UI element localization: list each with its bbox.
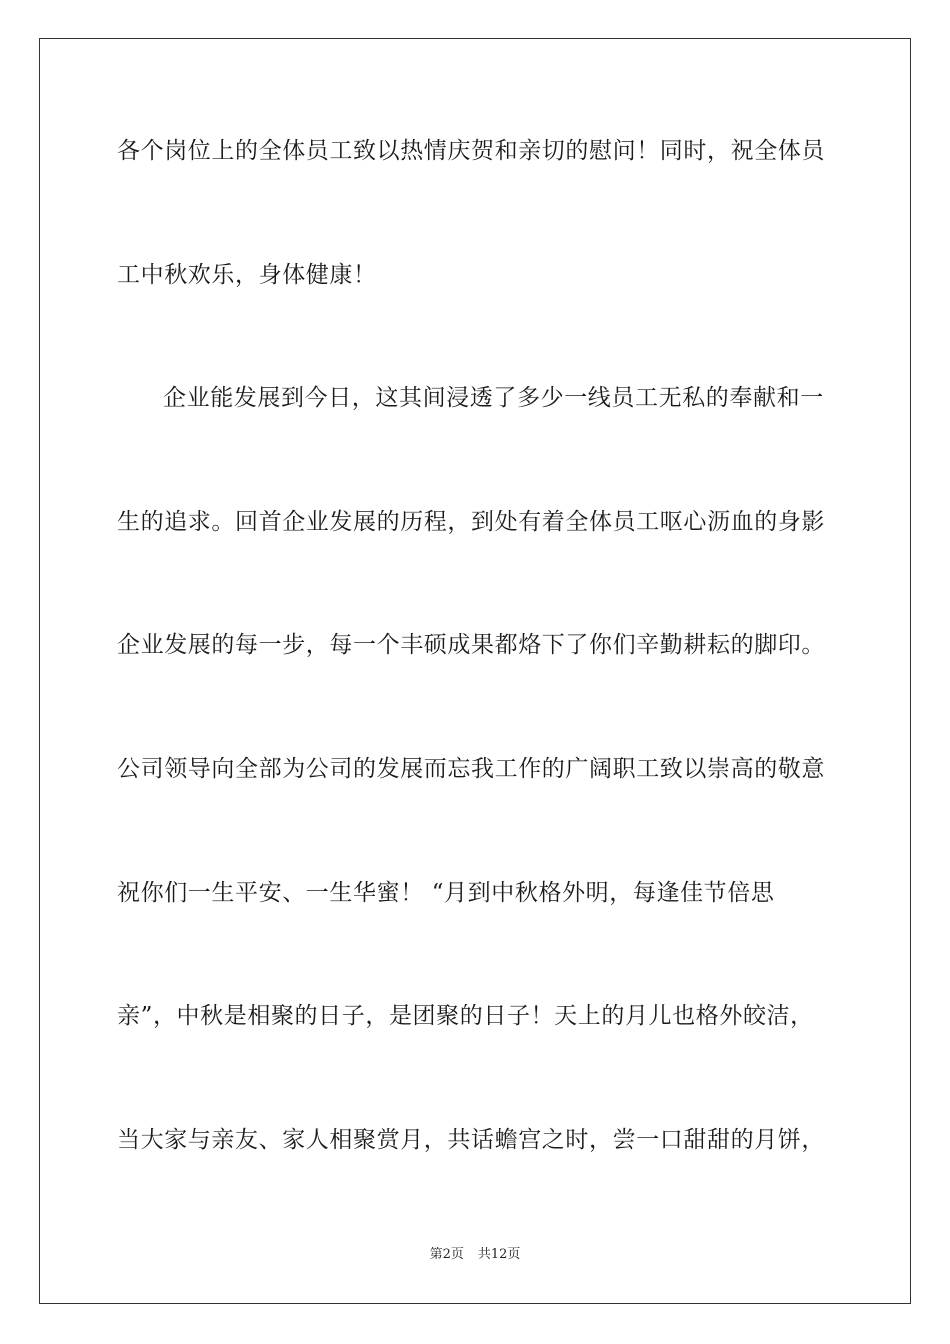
paragraph-line: 工中秋欢乐，身体健康！ (117, 262, 377, 288)
paragraph-line: 企业发展的每一步，每一个丰硕成果都烙下了你们辛勤耕耘的脚印。 (117, 632, 825, 658)
total-page-count: 共12页 (477, 1247, 521, 1262)
paragraph-line: 公司领导向全部为公司的发展而忘我工作的广阔职工致以崇高的敬意 (117, 756, 825, 782)
paragraph-line: 祝你们一生平安、一生华蜜！ “月到中秋格外明，每逢佳节倍思 (117, 880, 775, 906)
paragraph-line: 各个岗位上的全体员工致以热情庆贺和亲切的慰问！同时，祝全体员 (117, 138, 825, 164)
page-footer (0, 1246, 950, 1264)
paragraph-line: 企业能发展到今日，这其间浸透了多少一线员工无私的奉献和一 (163, 385, 824, 411)
paragraph-line: 生的追求。回首企业发展的历程，到处有着全体员工呕心沥血的身影 (117, 509, 825, 535)
paragraph-line: 当大家与亲友、家人相聚赏月，共话蟾宫之时，尝一口甜甜的月饼， (117, 1127, 825, 1153)
paragraph-line: 亲”，中秋是相聚的日子，是团聚的日子！天上的月儿也格外皎洁， (117, 1003, 814, 1029)
page-frame (39, 38, 911, 1304)
current-page-number: 第2页 (429, 1247, 464, 1262)
